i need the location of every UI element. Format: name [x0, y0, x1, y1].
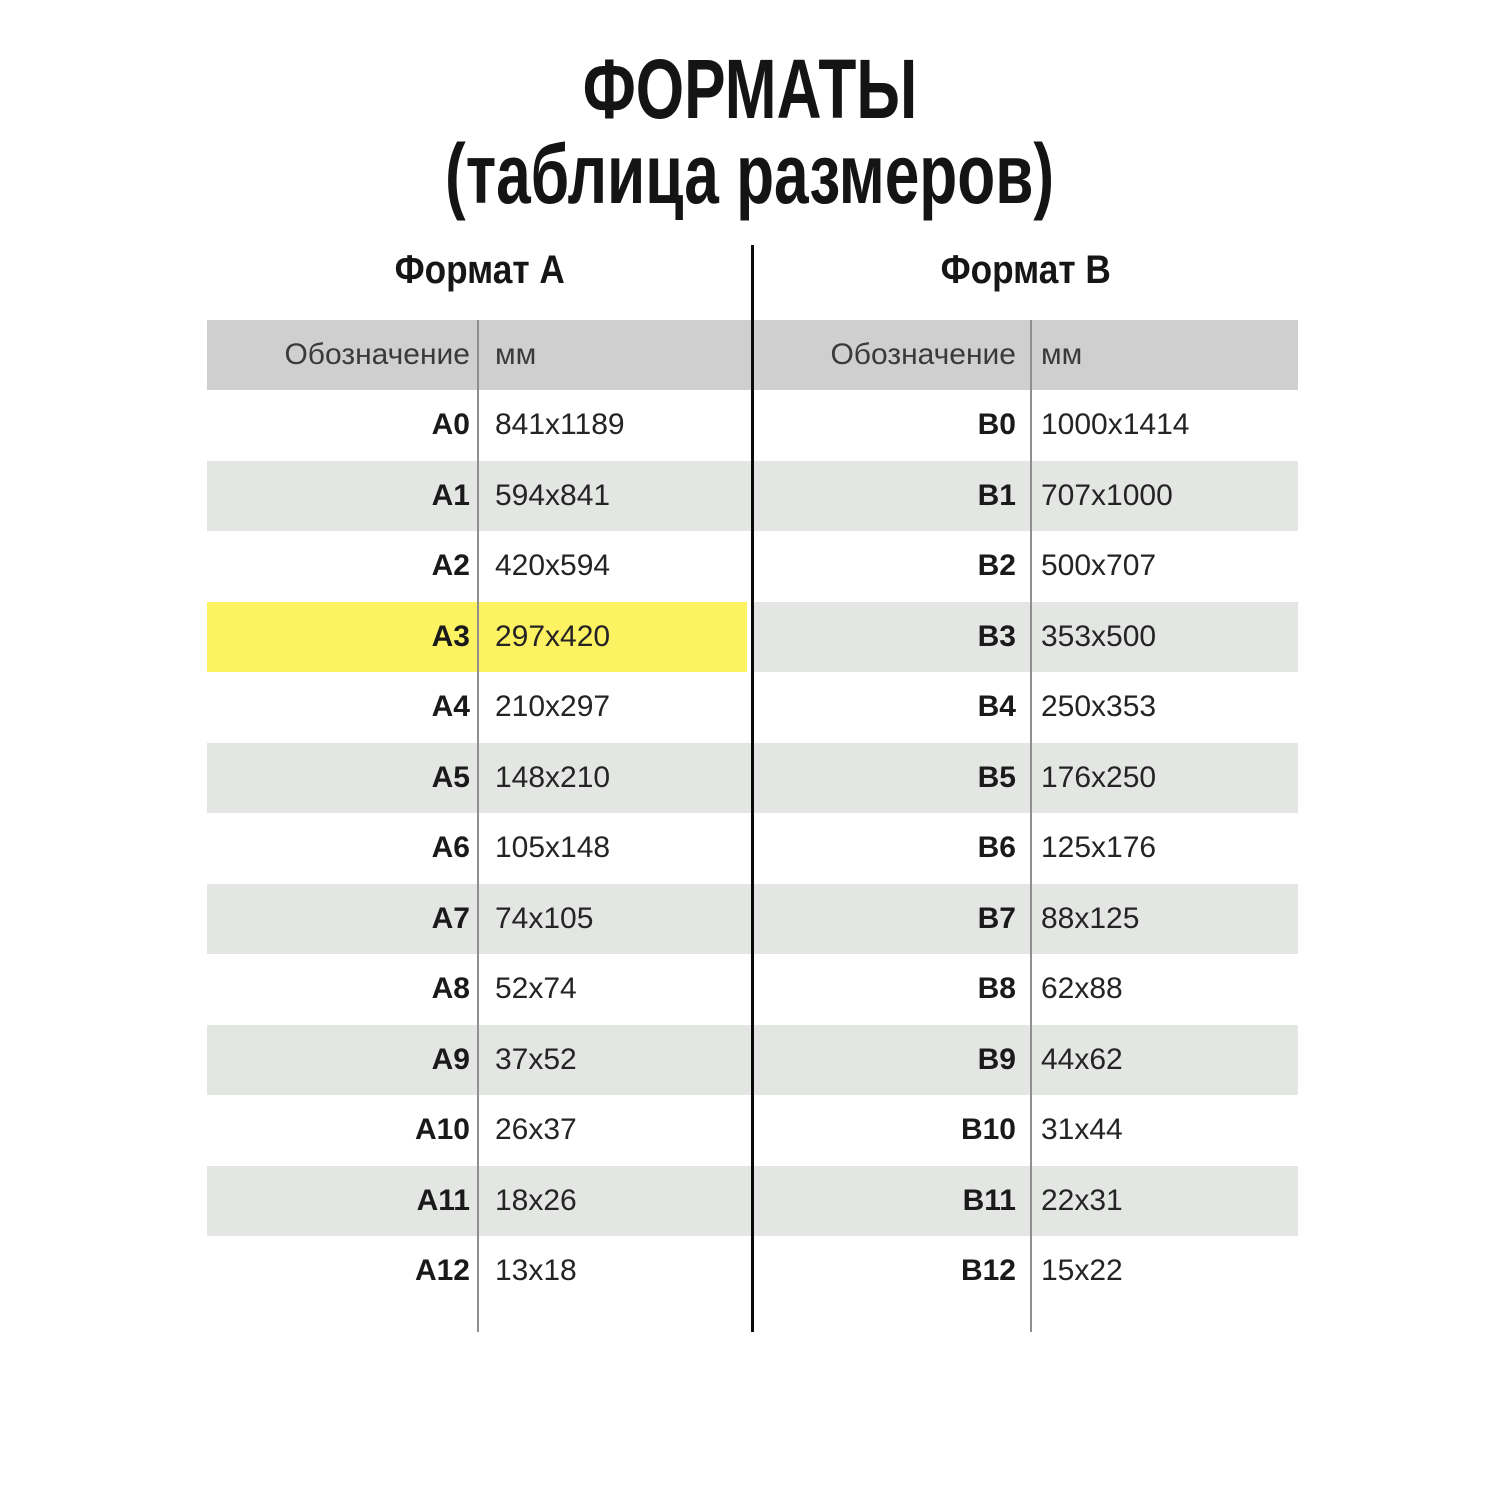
format-size-mm: 22x31: [1041, 1183, 1123, 1217]
table-b-header-cells: [753, 320, 1298, 390]
page-title: [0, 42, 1500, 136]
format-label: A6: [431, 831, 470, 865]
format-label: A1: [431, 478, 470, 512]
table-a-row-A12-cells: [207, 1236, 753, 1307]
format-b-heading: [753, 248, 1298, 292]
size-table: [207, 320, 1298, 1307]
table-a-mm-header: мм: [495, 338, 537, 371]
format-size-mm: 500x707: [1041, 549, 1157, 583]
format-size-mm: 44x62: [1041, 1042, 1123, 1076]
format-label: B8: [977, 972, 1016, 1006]
table-b-row-B12-cells: [753, 1236, 1298, 1307]
table-a-column-divider-line: [477, 320, 479, 1332]
format-label: B3: [977, 619, 1016, 653]
table-b-row-B6-cells: [753, 813, 1298, 884]
table-a-row-A8-cells: [207, 954, 753, 1025]
format-label: B11: [962, 1183, 1016, 1217]
format-size-mm: 62x88: [1041, 972, 1123, 1006]
format-size-mm: 88x125: [1041, 901, 1140, 935]
table-a-row-A9-cells: [207, 1025, 753, 1096]
format-size-mm: 176x250: [1041, 760, 1157, 794]
table-b-row-B0-cells: [753, 390, 1298, 461]
format-size-mm: 1000x1414: [1041, 408, 1190, 442]
table-a-row-A1-cells: [207, 461, 753, 532]
format-label: B5: [977, 760, 1016, 794]
format-size-mm: 353x500: [1041, 619, 1157, 653]
format-label: A2: [431, 549, 470, 583]
table-a-header-cells: [207, 320, 753, 390]
format-label: B4: [977, 690, 1016, 724]
format-label: A10: [414, 1113, 470, 1147]
format-label: B1: [977, 478, 1016, 512]
page-subtitle: [0, 128, 1500, 220]
page-title-text: ФОРМАТЫ: [582, 42, 918, 136]
table-a-row-A7-cells: [207, 884, 753, 955]
table-a-row-A2-cells: [207, 531, 753, 602]
table-a-row-A0-cells: [207, 390, 753, 461]
format-size-mm: 210x297: [495, 690, 611, 724]
format-size-mm: 148x210: [495, 760, 611, 794]
format-label: B9: [977, 1042, 1016, 1076]
format-b-heading-text: Формат B: [940, 248, 1111, 292]
table-a-row-A11-cells: [207, 1166, 753, 1237]
format-label: A12: [414, 1254, 470, 1288]
table-b-row-B2-cells: [753, 531, 1298, 602]
format-size-mm: 52x74: [495, 972, 577, 1006]
table-b-row-B10-cells: [753, 1095, 1298, 1166]
format-size-mm: 841x1189: [495, 408, 625, 442]
table-b-row-B1-cells: [753, 461, 1298, 532]
format-a-heading-text: Формат А: [394, 248, 566, 292]
format-size-mm: 594x841: [495, 478, 611, 512]
table-a-row-A10-cells: [207, 1095, 753, 1166]
table-a-row-A6-cells: [207, 813, 753, 884]
format-a-heading: [207, 248, 753, 292]
table-b-mm-header: мм: [1041, 338, 1083, 371]
table-b-row-B9-cells: [753, 1025, 1298, 1096]
format-size-mm: 31x44: [1041, 1113, 1123, 1147]
format-size-mm: 74x105: [495, 901, 594, 935]
page-subtitle-text: (таблица размеров): [445, 127, 1055, 221]
format-size-mm: 105x148: [495, 831, 611, 865]
format-label: B7: [977, 901, 1016, 935]
table-b-row-B4-cells: [753, 672, 1298, 743]
format-label: A9: [431, 1042, 470, 1076]
table-b-designation-header: Обозначение: [830, 338, 1016, 371]
format-size-mm: 15x22: [1041, 1254, 1123, 1288]
table-a-designation-header: Обозначение: [284, 338, 470, 371]
format-size-mm: 37x52: [495, 1042, 577, 1076]
format-size-mm: 125x176: [1041, 831, 1157, 865]
table-b-row-B11-cells: [753, 1166, 1298, 1237]
format-label: A4: [431, 690, 470, 724]
format-label: B12: [960, 1254, 1016, 1288]
format-label: A5: [431, 760, 470, 794]
table-b-row-B8-cells: [753, 954, 1298, 1025]
format-size-mm: 420x594: [495, 549, 611, 583]
format-size-mm: 13x18: [495, 1254, 577, 1288]
center-divider-line: [751, 245, 754, 1332]
table-b-row-B7-cells: [753, 884, 1298, 955]
format-label: B6: [977, 831, 1016, 865]
format-size-mm: 250x353: [1041, 690, 1157, 724]
format-size-mm: 707x1000: [1041, 478, 1173, 512]
format-label: A11: [416, 1183, 470, 1217]
table-a-row-A5-cells: [207, 743, 753, 814]
table-a-row-A4-cells: [207, 672, 753, 743]
format-label: B0: [977, 408, 1016, 442]
format-size-mm: 26x37: [495, 1113, 577, 1147]
table-b-column-divider-line: [1030, 320, 1032, 1332]
format-label: A7: [431, 901, 470, 935]
format-label: A0: [431, 408, 470, 442]
table-b-row-B5-cells: [753, 743, 1298, 814]
table-b-row-B3-cells: [753, 602, 1298, 673]
format-label: A8: [431, 972, 470, 1006]
format-label: A3: [431, 619, 470, 653]
format-label: B2: [977, 549, 1016, 583]
format-size-mm: 18x26: [495, 1183, 577, 1217]
format-label: B10: [960, 1113, 1016, 1147]
format-size-mm: 297x420: [495, 619, 611, 653]
